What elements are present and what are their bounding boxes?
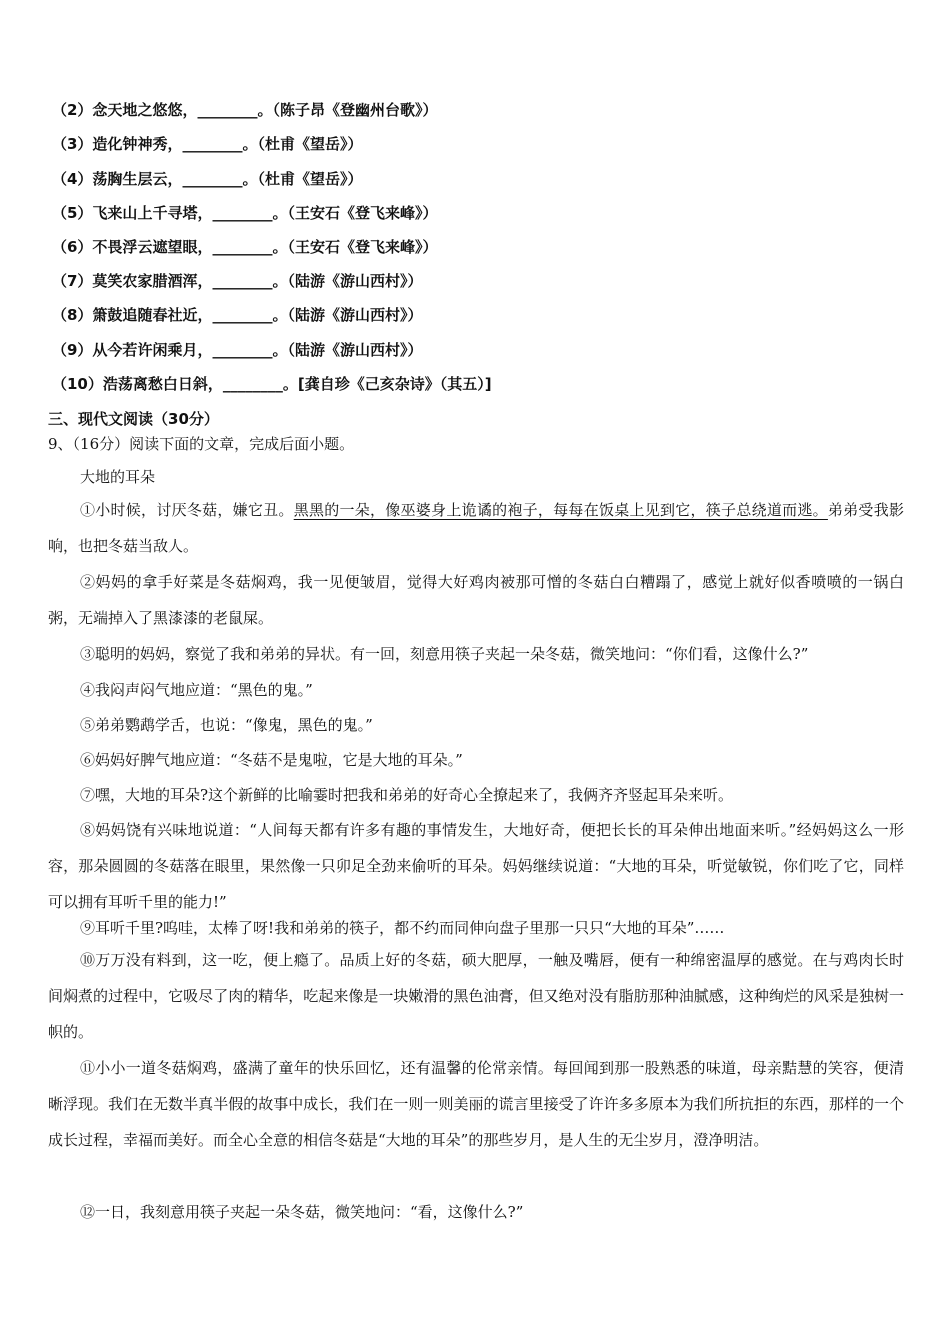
recitation-item-4: （4）荡胸生层云，________。（杜甫《望岳》） xyxy=(52,170,363,188)
article-title: 大地的耳朵 xyxy=(80,468,156,486)
paragraph-11: ⑪小小一道冬菇焖鸡，盛满了童年的快乐回忆，还有温馨的伦常亲情。每回闻到那一股熟悉的味道，母亲黠慧的笑容，便清晰浮现。我们在无数半真半假的故事中成长，我们在一则一则美丽的谎言里接受了许许多多原本为我们所抗拒的东西，那样的一个成长过程，幸福而美好。而全心全意的相信冬菇是“大地的耳朵”的那些岁月，是人生的无尘岁月，澄净明洁。 xyxy=(48,1059,904,1149)
recitation-item-7: （7）莫笑农家腊酒浑，________。（陆游《游山西村》） xyxy=(52,272,423,290)
paragraph-12: ⑫一日，我刻意用筷子夹起一朵冬菇，微笑地问：“看，这像什么?” xyxy=(80,1203,524,1221)
paragraph-1 xyxy=(48,492,904,564)
recitation-item-5: （5）飞来山上千寻塔，________。（王安石《登飞来峰》） xyxy=(52,204,438,222)
recitation-item-6: （6）不畏浮云遮望眼，________。（王安石《登飞来峰》） xyxy=(52,238,438,256)
paragraph-9: ⑨耳听千里?呜哇，太棒了呀!我和弟弟的筷子，都不约而同伸向盘子里那一只只“大地的耳朵”…… xyxy=(80,919,725,937)
paragraph-2: ②妈妈的拿手好菜是冬菇焖鸡，我一见便皱眉，觉得大好鸡肉被那可憎的冬菇白白糟蹋了，感觉上就好似香喷喷的一锅白粥，无端掉入了黑漆漆的老鼠屎。 xyxy=(48,573,904,627)
recitation-item-9: （9）从今若许闲乘月，________。（陆游《游山西村》） xyxy=(52,341,423,359)
recitation-item-8: （8）箫鼓追随春社近，________。（陆游《游山西村》） xyxy=(52,306,423,324)
recitation-item-2: （2）念天地之悠悠，________。（陈子昂《登幽州台歌》） xyxy=(52,101,438,119)
section-title: 三、现代文阅读（30分） xyxy=(48,410,219,428)
recitation-item-3: （3）造化钟神秀，________。（杜甫《望岳》） xyxy=(52,135,363,153)
paragraph-8: ⑧妈妈饶有兴味地说道：“人间每天都有许多有趣的事情发生，大地好奇，便把长长的耳朵伸出地面来听。”经妈妈这么一形容，那朵圆圆的冬菇落在眼里，果然像一只卯足全劲来偷听的耳朵。妈妈继续说道：“大地的耳朵，听觉敏锐，你们吃了它，同样可以拥有耳听千里的能力!” xyxy=(48,821,904,911)
paragraph-5: ⑤弟弟鹦鹉学舌，也说：“像鬼，黑色的鬼。” xyxy=(80,716,373,734)
paragraph-6: ⑥妈妈好脾气地应道：“冬菇不是鬼啦，它是大地的耳朵。” xyxy=(80,751,463,769)
paragraph-4: ④我闷声闷气地应道：“黑色的鬼。” xyxy=(80,681,313,699)
paragraph-1-end: 弟弟受我影响，也把冬菇当敌人。 xyxy=(48,501,904,555)
recitation-item-10: （10）浩荡离愁白日斜，________。[龚自珍《己亥杂诗》（其五）] xyxy=(52,375,492,393)
underlined-sentence: 黑黑的一朵，像巫婆身上诡谲的袍子，每每在饭桌上见到它，筷子总绕道而逃。 xyxy=(293,501,828,519)
question-prompt: 9、（16分）阅读下面的文章，完成后面小题。 xyxy=(48,435,355,453)
paragraph-1-intro: ①小时候，讨厌冬菇，嫌它丑。 xyxy=(80,501,294,519)
paragraph-3: ③聪明的妈妈，察觉了我和弟弟的异状。有一回，刻意用筷子夹起一朵冬菇，微笑地问：“你们看，这像什么?” xyxy=(80,645,809,663)
paragraph-7: ⑦嘿，大地的耳朵?这个新鲜的比喻霎时把我和弟弟的好奇心全撩起来了，我俩齐齐竖起耳朵来听。 xyxy=(80,786,734,804)
paragraph-10: ⑩万万没有料到，这一吃，便上瘾了。品质上好的冬菇，硕大肥厚，一触及嘴唇，便有一种绵密温厚的感觉。在与鸡肉长时间焖煮的过程中，它吸尽了肉的精华，吃起来像是一块嫩滑的黑色油膏，但又绝对没有脂肪那种油腻感，这种绚烂的风采是独树一帜的。 xyxy=(48,951,904,1041)
